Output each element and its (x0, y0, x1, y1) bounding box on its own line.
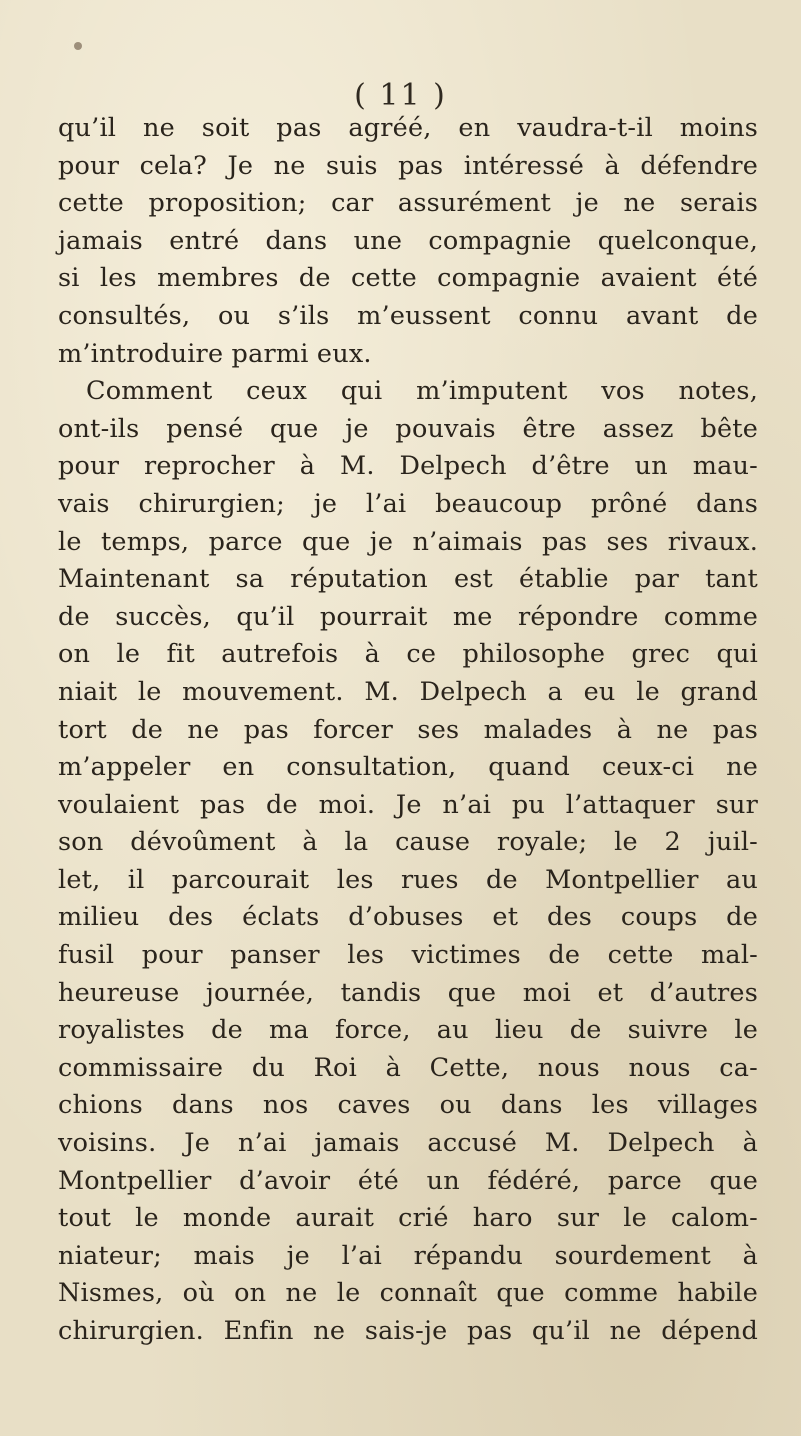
text-line: milieu des éclats d’obuses et des coups de (58, 902, 758, 933)
text-line: cette proposition; car assurément je ne serais (58, 188, 758, 219)
text-line: consultés, ou s’ils m’eussent connu avant de (58, 300, 758, 331)
text-line: royalistes de ma force, au lieu de suivre le (58, 1015, 758, 1046)
text-line: le temps, parce que je n’aimais pas ses rivaux. (58, 526, 758, 557)
text-line: tout le monde aurait crié haro sur le calom- (58, 1203, 758, 1234)
text-line: pour cela? Je ne suis pas intéressé à défendre (58, 150, 758, 181)
text-line: Nismes, où on ne le connaît que comme habile (58, 1278, 758, 1309)
text-line: m’introduire parmi eux. (58, 338, 372, 369)
page-number: ( 11 ) (354, 78, 447, 113)
text-line: si les membres de cette compagnie avaient été (58, 263, 758, 294)
text-line: ont-ils pensé que je pouvais être assez bête (58, 413, 758, 444)
body-text (58, 110, 758, 1351)
text-line: voisins. Je n’ai jamais accusé M. Delpech à (58, 1128, 758, 1159)
text-line: fusil pour panser les victimes de cette mal- (58, 940, 758, 971)
text-line: voulaient pas de moi. Je n’ai pu l’attaquer sur (58, 789, 758, 820)
text-line: chirurgien. Enfin ne sais-je pas qu’il ne dépend (58, 1316, 758, 1346)
text-line: son dévoûment à la cause royale; le 2 juil- (58, 827, 758, 858)
text-line: tort de ne pas forcer ses malades à ne pas (58, 714, 758, 745)
text-line: qu’il ne soit pas agréé, en vaudra-t-il moins (58, 113, 758, 143)
text-line: m’appeler en consultation, quand ceux-ci ne (58, 752, 758, 783)
text-line: heureuse journée, tandis que moi et d’autres (58, 977, 758, 1008)
text-line: commissaire du Roi à Cette, nous nous ca- (58, 1052, 758, 1083)
text-line: jamais entré dans une compagnie quelconque, (58, 225, 758, 256)
text-line: Montpellier d’avoir été un fédéré, parce que (58, 1165, 758, 1196)
ink-speck (74, 42, 82, 50)
text-line: niateur; mais je l’ai répandu sourdement à (58, 1240, 758, 1271)
text-line: pour reprocher à M. Delpech d’être un mau- (58, 451, 758, 482)
text-line: vais chirurgien; je l’ai beaucoup prôné dans (58, 488, 758, 519)
text-line: niait le mouvement. M. Delpech a eu le grand (58, 676, 758, 707)
text-line: chions dans nos caves ou dans les villages (58, 1090, 758, 1121)
text-line: Comment ceux qui m’imputent vos notes, (86, 376, 758, 407)
text-line: let, il parcourait les rues de Montpellier au (58, 864, 758, 895)
text-line: de succès, qu’il pourrait me répondre comme (58, 601, 758, 632)
text-line: on le fit autrefois à ce philosophe grec qui (58, 639, 758, 670)
text-line: Maintenant sa réputation est établie par tant (58, 564, 758, 595)
